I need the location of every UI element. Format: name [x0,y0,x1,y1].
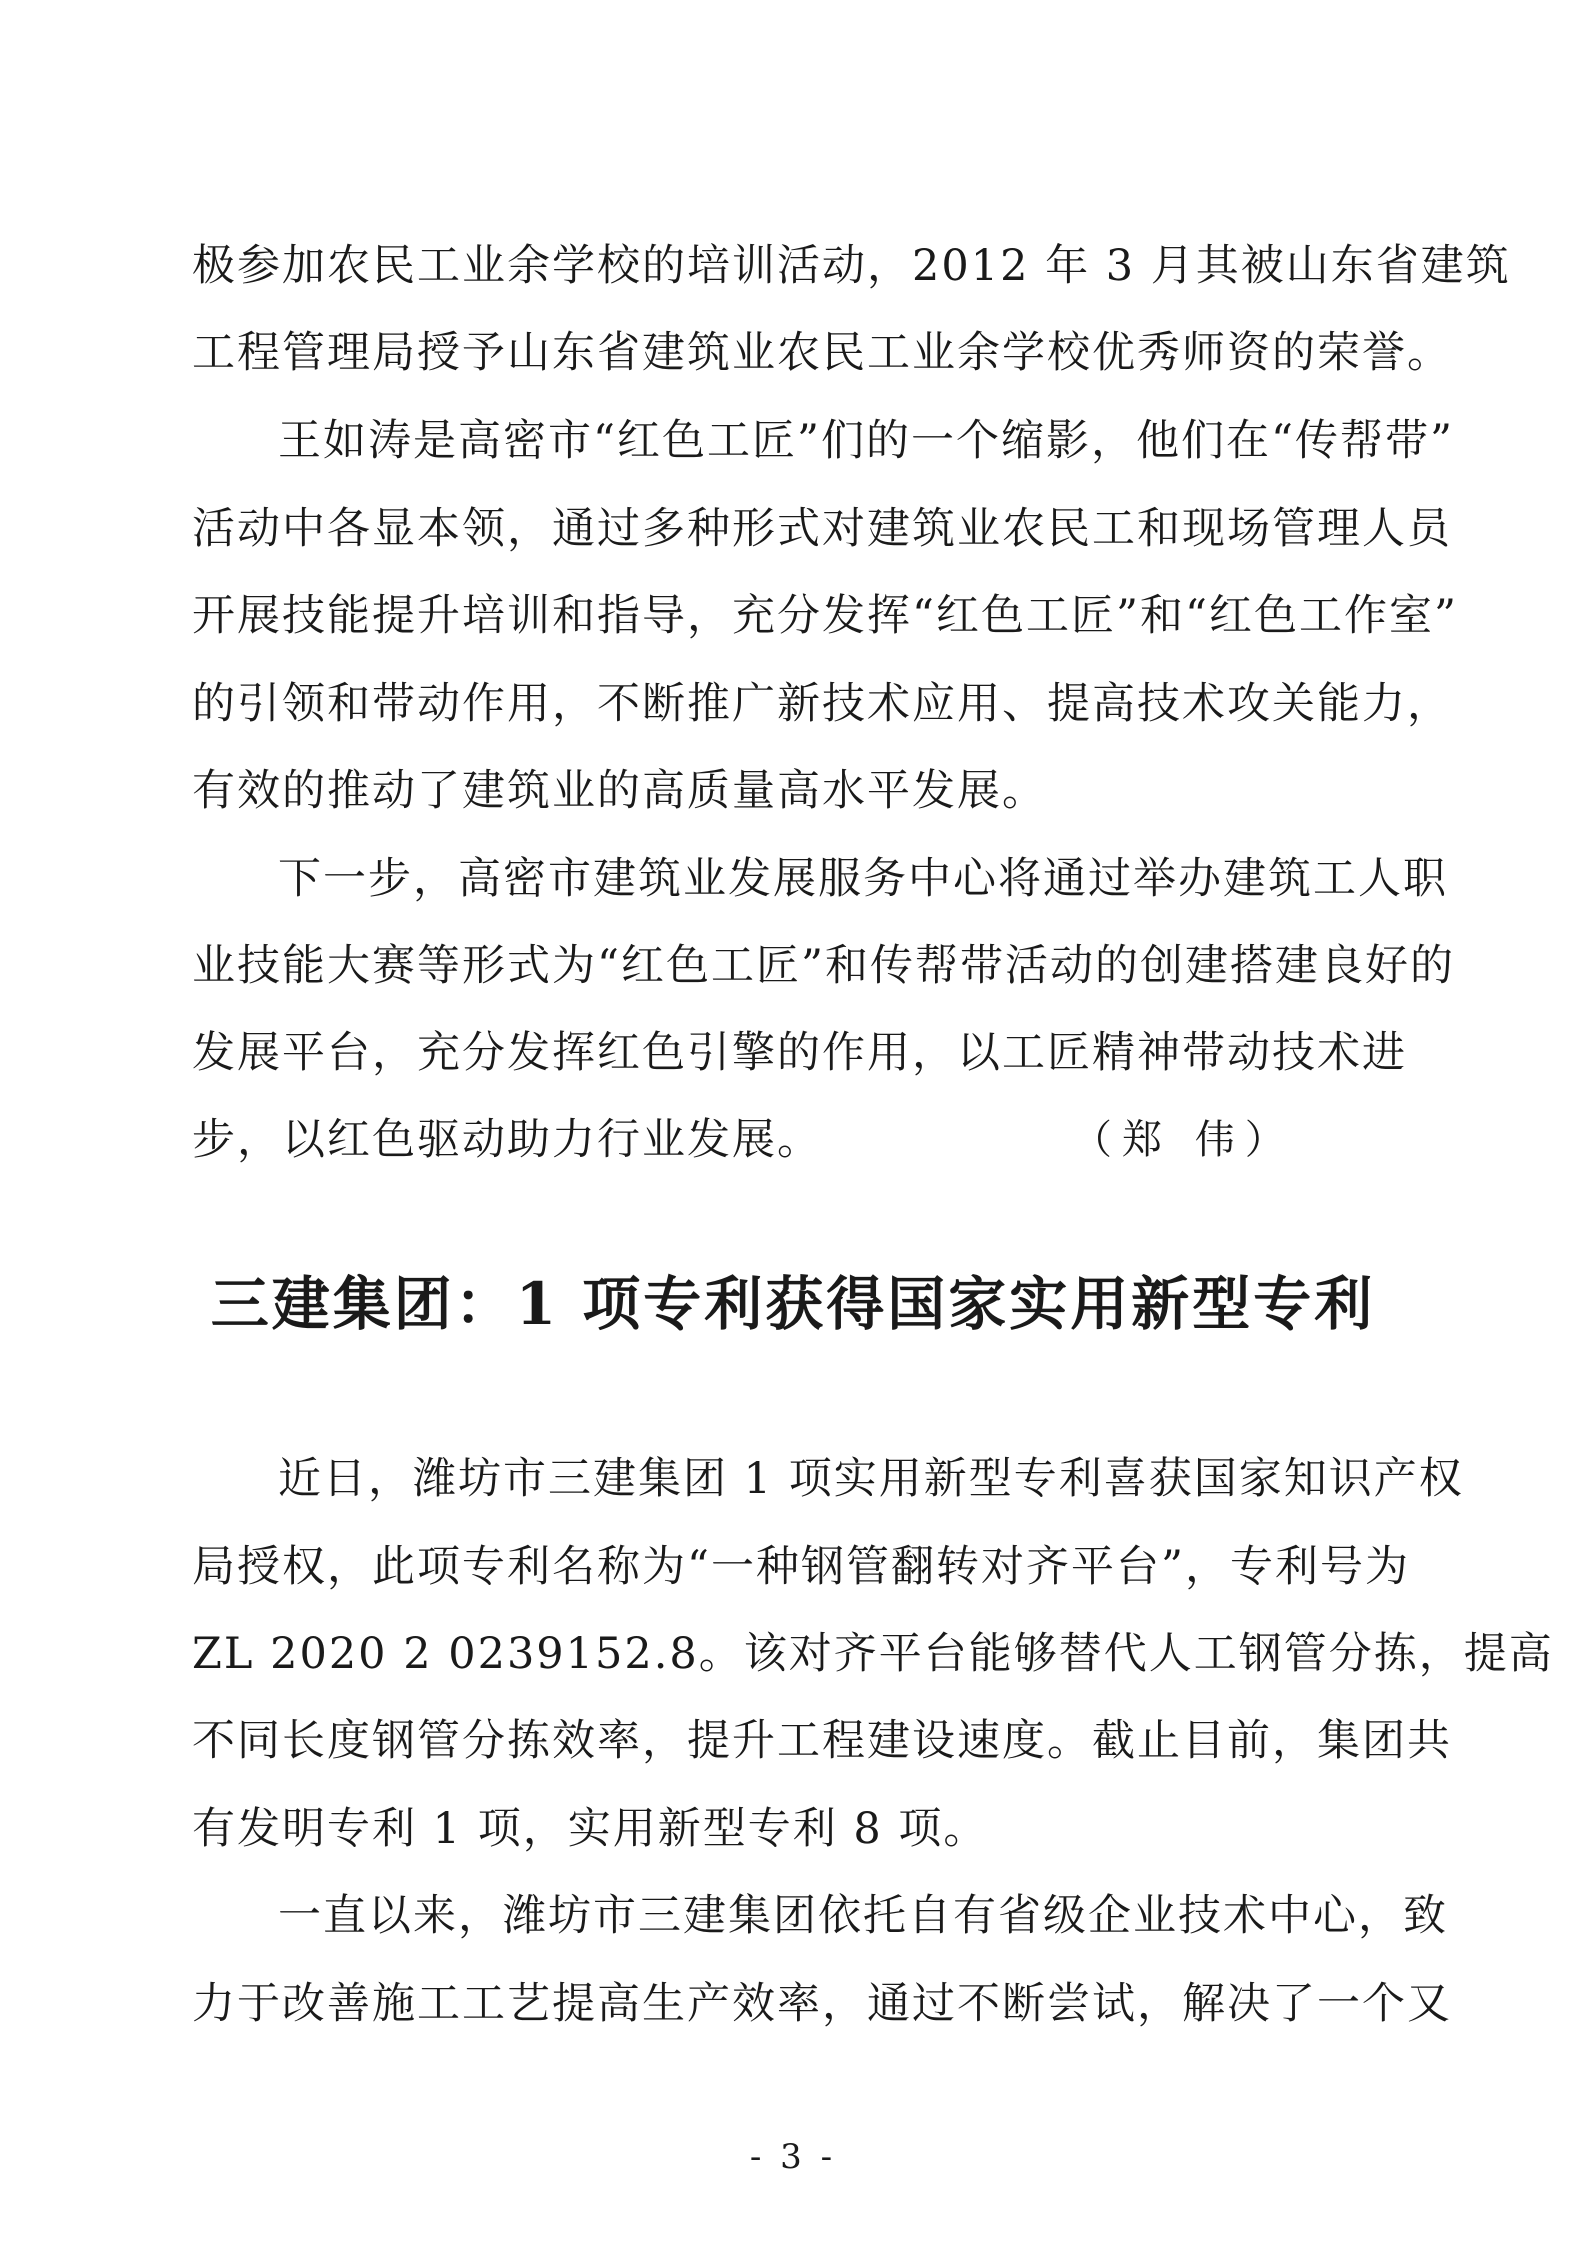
body-line-1: 极参加农民工业余学校的培训活动，2012 年 3 月其被山东省建筑 [192,241,1511,291]
author-signature: （郑 伟） [1072,1117,1295,1163]
body-line-17: 一直以来，潍坊市三建集团依托自有省级企业技术中心，致 [278,1891,1448,1941]
body-line-4: 活动中各显本领，通过多种形式对建筑业农民工和现场管理人员 [192,504,1452,554]
page-number: - 3 - [749,2137,837,2177]
body-line-6: 的引领和带动作用，不断推广新技术应用、提高技术攻关能力， [192,679,1452,729]
body-line-16: 有发明专利 1 项，实用新型专利 8 项。 [192,1804,989,1854]
article-title: 三建集团：1 项专利获得国家实用新型专利 [210,1270,1376,1338]
body-line-10: 发展平台，充分发挥红色引擎的作用，以工匠精神带动技术进 [192,1028,1407,1078]
body-line-15: 不同长度钢管分拣效率，提升工程建设速度。截止目前，集团共 [192,1716,1452,1766]
body-line-7: 有效的推动了建筑业的高质量高水平发展。 [192,766,1047,816]
body-line-13: 局授权，此项专利名称为“一种钢管翻转对齐平台”，专利号为 [192,1542,1410,1592]
body-line-9: 业技能大赛等形式为“红色工匠”和传帮带活动的创建搭建良好的 [192,941,1455,991]
body-line-8: 下一步，高密市建筑业发展服务中心将通过举办建筑工人职 [278,854,1448,904]
body-line-11: 步，以红色驱动助力行业发展。 [192,1115,822,1165]
body-line-12: 近日，潍坊市三建集团 1 项实用新型专利喜获国家知识产权 [278,1454,1464,1504]
body-line-5: 开展技能提升培训和指导，充分发挥“红色工匠”和“红色工作室” [192,591,1458,641]
body-line-3: 王如涛是高密市“红色工匠”们的一个缩影，他们在“传帮带” [278,416,1454,466]
body-line-18: 力于改善施工工艺提高生产效率，通过不断尝试，解决了一个又 [192,1979,1452,2029]
body-line-2: 工程管理局授予山东省建筑业农民工业余学校优秀师资的荣誉。 [192,328,1452,378]
body-line-14: ZL 2020 2 0239152.8。该对齐平台能够替代人工钢管分拣，提高 [192,1629,1554,1679]
